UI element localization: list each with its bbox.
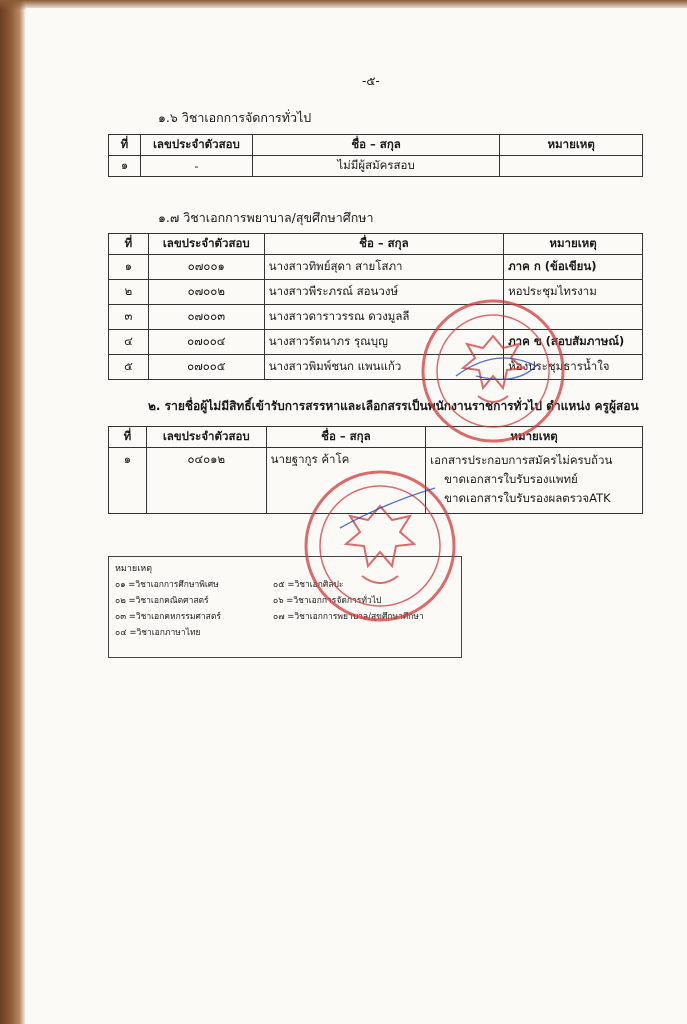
cell-note: ภาค ข (สอบสัมภาษณ์): [504, 330, 643, 355]
table-header-row: [109, 234, 643, 255]
cell-note: [500, 156, 643, 177]
col-header-note: หมายเหตุ: [426, 427, 643, 448]
page-number: -๕-: [362, 74, 380, 88]
col-header-id: เลขประจำตัวสอบ: [146, 427, 266, 448]
remark-item: ๐๕ =วิชาเอกศิลปะ: [273, 580, 344, 590]
cell-name: นางสาวพิมพ์ชนก แพนแก้ว: [264, 355, 503, 380]
col-header-no: ที่: [109, 427, 147, 448]
note-line: เอกสารประกอบการสมัครไม่ครบถ้วน: [430, 453, 613, 467]
remark-item: ๐๓ =วิชาเอกคหกรรมศาสตร์: [115, 612, 221, 622]
col-header-name: ชื่อ – สกุล: [264, 234, 503, 255]
table-row: [109, 156, 643, 177]
cell-no: ๒: [109, 280, 149, 305]
cell-no: ๔: [109, 330, 149, 355]
cell-name: นางสาวพีระภรณ์ สอนวงษ์: [264, 280, 503, 305]
remark-item: ๐๔ =วิชาเอกภาษาไทย: [115, 628, 201, 638]
cell-id: ๐๔๐๑๒: [146, 448, 266, 514]
col-header-name: ชื่อ – สกุล: [266, 427, 425, 448]
remark-item: ๐๑ =วิชาเอกการศึกษาพิเศษ: [115, 580, 219, 590]
remark-item: ๐๒ =วิชาเอกคณิตศาสตร์: [115, 596, 209, 606]
cell-note: หอประชุมไทรงาม: [504, 280, 643, 305]
col-header-no: ที่: [109, 135, 141, 156]
cell-no: ๑: [109, 255, 149, 280]
page-edge-shadow: [0, 0, 26, 1024]
cell-id: ๐๗๐๐๔: [148, 330, 264, 355]
section-1-6-table: [108, 134, 643, 177]
table-row: [109, 255, 643, 280]
note-line: ขาดเอกสารใบรับรองแพทย์: [444, 472, 578, 486]
col-header-name: ชื่อ – สกุล: [252, 135, 499, 156]
cell-name: นางสาวดาราวรรณ ดวงมูลลี: [264, 305, 503, 330]
table-header-row: [109, 135, 643, 156]
cell-note: ห้องประชุมธารน้ำใจ: [504, 355, 643, 380]
section-2-heading: ๒. รายชื่อผู้ไม่มีสิทธิ์เข้ารับการสรรหาและเลือกสรรเป็นพนักงานราชการทั่วไป ตำแหน่ง ครูผู้สอน: [148, 399, 639, 413]
cell-no: ๑: [109, 448, 147, 514]
remark-item: ๐๖ =วิชาเอกการจัดการทั่วไป: [273, 596, 382, 606]
official-seal-stamp-icon: [418, 296, 568, 446]
section-1-6-heading: ๑.๖ วิชาเอกการจัดการทั่วไป: [158, 110, 312, 125]
col-header-note: หมายเหตุ: [500, 135, 643, 156]
cell-name: ไม่มีผู้สมัครสอบ: [252, 156, 499, 177]
col-header-id: เลขประจำตัวสอบ: [140, 135, 252, 156]
note-line: ขาดเอกสารใบรับรองผลตรวจATK: [444, 491, 611, 505]
cell-name: นายฐากูร ค้าโค: [266, 448, 425, 514]
remark-item: ๐๗ =วิชาเอกการพยาบาล/สุขศึกษาศึกษา: [273, 612, 424, 622]
cell-note: ภาค ก (ข้อเขียน): [504, 255, 643, 280]
col-header-no: ที่: [109, 234, 149, 255]
section-1-7-heading: ๑.๗ วิชาเอกการพยาบาล/สุขศึกษาศึกษา: [158, 210, 374, 225]
cell-name: นางสาวทิพย์สุดา สายโสภา: [264, 255, 503, 280]
cell-no: ๓: [109, 305, 149, 330]
col-header-id: เลขประจำตัวสอบ: [148, 234, 264, 255]
cell-id: ๐๗๐๐๕: [148, 355, 264, 380]
col-header-note: หมายเหตุ: [504, 234, 643, 255]
cell-name: นางสาวรัตนาภร รุณบุญ: [264, 330, 503, 355]
remarks-title: หมายเหตุ: [115, 564, 153, 574]
cell-no: ๑: [109, 156, 141, 177]
official-seal-stamp-icon: [300, 466, 460, 626]
cell-id: ๐๗๐๐๑: [148, 255, 264, 280]
cell-id: -: [140, 156, 252, 177]
cell-no: ๕: [109, 355, 149, 380]
cell-id: ๐๗๐๐๒: [148, 280, 264, 305]
cell-id: ๐๗๐๐๓: [148, 305, 264, 330]
